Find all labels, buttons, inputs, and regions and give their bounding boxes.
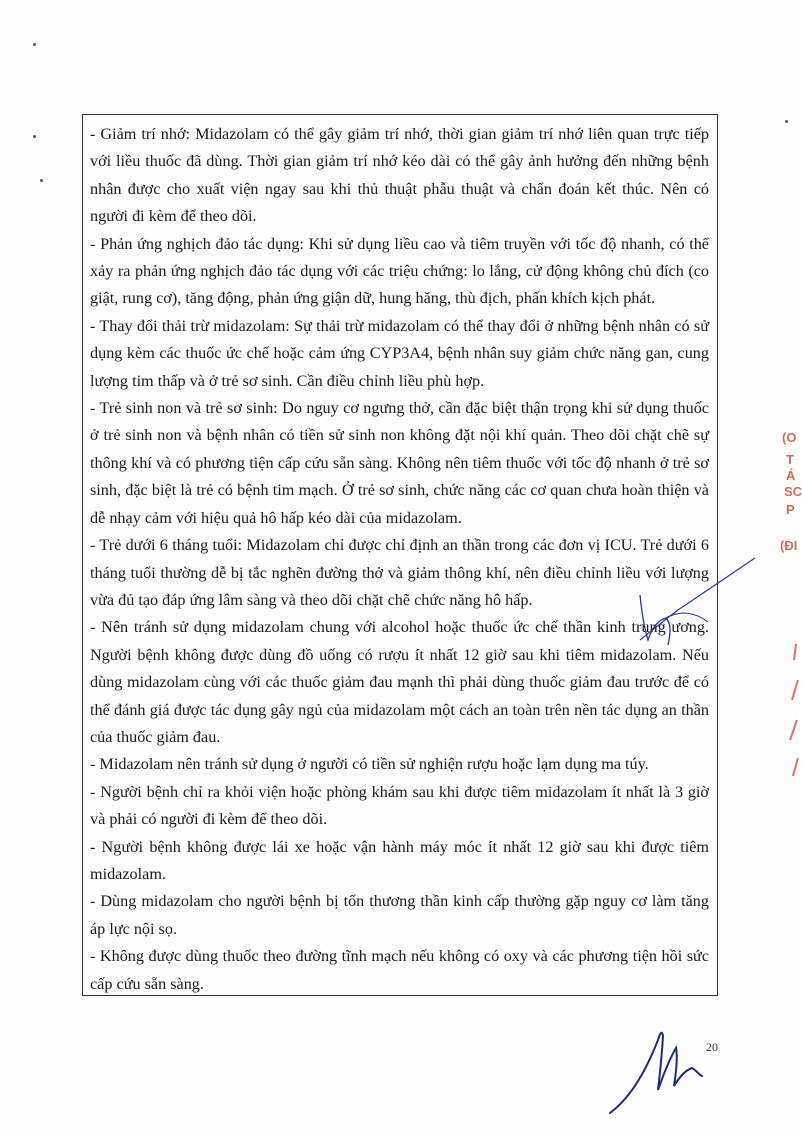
- scan-dot: [33, 43, 36, 46]
- paragraph-driving: - Người bệnh không được lái xe hoặc vận hành máy móc ít nhất 12 giờ sau khi được tiêm midazolam.: [90, 837, 709, 883]
- scan-dot: [33, 135, 36, 138]
- stamp-char: (ĐI: [780, 538, 798, 553]
- stamp-char: (O: [782, 430, 797, 445]
- handwritten-signature-icon: [600, 1018, 720, 1118]
- paragraph-elimination-change: - Thay đổi thải trừ midazolam: Sự thải trừ midazolam có thể thay đổi ở những bệnh nhân có sử dụng kèm các thuốc ức chế hoặc cảm ứng CYP3A4, bệnh nhân suy giảm chức năng gan, cung lượng tim thấp và ở trẻ sơ sinh. Cần điều chỉnh liều phù hợp.: [90, 316, 709, 390]
- stamp-char: T: [786, 452, 794, 467]
- paragraph-neonates: - Trẻ sinh non và trẻ sơ sinh: Do nguy cơ ngưng thở, cần đặc biệt thận trọng khi sử dụng thuốc ở trẻ sinh non và bệnh nhân có tiền sử sinh non không đặt nội khí quản. Theo dõi chặt chẽ sự thông khí và có phương tiện cấp cứu sẵn sàng. Không nên tiêm thuốc với tốc độ nhanh ở trẻ sơ sinh, đặc biệt là trẻ có bệnh tim mạch. Ở trẻ sơ sinh, chức năng các cơ quan chưa hoàn thiện và dễ nhạy cảm với hiệu quả hô hấp kéo dài của midazolam.: [90, 399, 709, 527]
- stamp-char: P: [786, 502, 795, 517]
- scan-dot: [40, 179, 43, 182]
- paragraph-memory-loss: - Giảm trí nhớ: Midazolam có thể gây giảm trí nhớ, thời gian giảm trí nhớ liên quan trực tiếp với liều thuốc đã dùng. Thời gian giảm trí nhớ kéo dài có thể gây ảnh hưởng đến những bệnh nhân được cho xuất viện ngay sau khi thủ thuật phẫu thuật và chẩn đoán kết thúc. Nên có người đi kèm để theo dõi.: [90, 125, 709, 226]
- scan-dot: [785, 120, 788, 123]
- stamp-char: SC: [784, 484, 802, 499]
- paragraph-paradoxical-reaction: - Phản ứng nghịch đảo tác dụng: Khi sử dụng liều cao và tiêm truyền với tốc độ nhanh, có thể xảy ra phản ứng nghịch đảo tác dụng với các triệu chứng: lo lắng, cử động không chủ đích (co giật, rung cơ), tăng động, phản ứng giận dữ, hung hăng, thù địch, phấn khích kịch phát.: [90, 234, 709, 308]
- stamp-char: Á: [786, 468, 796, 483]
- text-box: [82, 114, 718, 996]
- paragraph-alcohol-cns: - Nên tránh sử dụng midazolam chung với alcohol hoặc thuốc ức chế thần kinh trung ương. Người bệnh không được dùng đồ uống có rượu ít nhất 12 giờ sau khi tiêm midazolam. Nếu dùng midazolam cùng với các thuốc giảm đau mạnh thì phải dùng thuốc giảm đau trước để có thể đánh giá được tác dụng gây ngủ của midazolam một cách an toàn trên nền tác dụng an thần của thuốc giảm đau.: [90, 618, 709, 746]
- paragraph-discharge: - Người bệnh chỉ ra khỏi viện hoặc phòng khám sau khi được tiêm midazolam ít nhất là 3 giờ và phải có người đi kèm để theo dõi.: [90, 782, 709, 829]
- stamp-border-arc: [778, 640, 799, 780]
- page-number: 20: [706, 1040, 718, 1054]
- paragraph-under-6-months: - Trẻ dưới 6 tháng tuổi: Midazolam chỉ được chỉ định an thần trong các đơn vị ICU. Trẻ dưới 6 tháng tuổi thường dễ bị tắc nghẽn đường thở và giảm thông khí, nên điều chỉnh liều với lượng vừa đủ tạo đáp ứng lâm sàng và theo dõi chặt chẽ chức năng hô hấp.: [90, 536, 709, 609]
- paragraph-iv-oxygen: - Không được dùng thuốc theo đường tĩnh mạch nếu không có oxy và các phương tiện hồi sức cấp cứu sẵn sàng.: [90, 947, 709, 993]
- paragraph-addiction-history: - Midazolam nên tránh sử dụng ở người có tiền sử nghiện rượu hoặc lạm dụng ma túy.: [90, 755, 649, 774]
- stamp-edge-fragment: [778, 420, 802, 780]
- paragraph-intracranial-pressure: - Dùng midazolam cho người bệnh bị tổn thương thần kinh cấp thường gặp nguy cơ làm tăng áp lực nội sọ.: [90, 892, 709, 938]
